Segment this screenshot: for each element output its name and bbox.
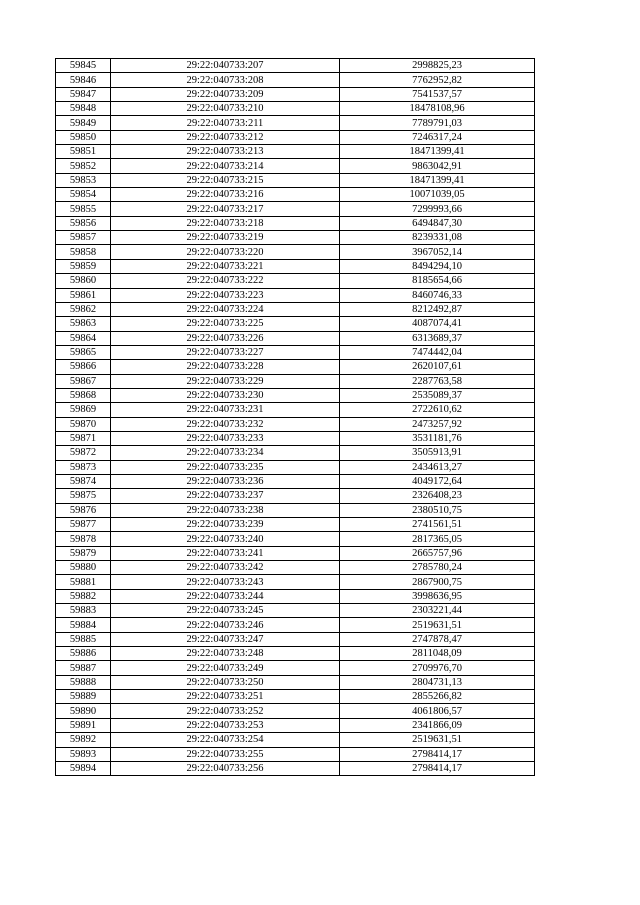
cadastral-number-cell: 29:22:040733:226 — [111, 331, 340, 345]
table-row — [56, 604, 535, 618]
value-cell: 2998825,23 — [340, 59, 535, 73]
cadastral-number-cell: 29:22:040733:225 — [111, 317, 340, 331]
cadastral-number-cell: 29:22:040733:220 — [111, 245, 340, 259]
row-number-cell: 59892 — [56, 733, 111, 747]
cadastral-number-cell: 29:22:040733:218 — [111, 216, 340, 230]
row-number-cell: 59873 — [56, 460, 111, 474]
value-cell: 7762952,82 — [340, 73, 535, 87]
value-cell: 18471399,41 — [340, 145, 535, 159]
table-body — [56, 59, 535, 776]
table-row — [56, 302, 535, 316]
row-number-cell: 59854 — [56, 188, 111, 202]
table-row — [56, 589, 535, 603]
table-row — [56, 360, 535, 374]
value-cell: 3998636,95 — [340, 589, 535, 603]
table-row — [56, 546, 535, 560]
row-number-cell: 59891 — [56, 718, 111, 732]
cadastral-number-cell: 29:22:040733:210 — [111, 102, 340, 116]
value-cell: 2709976,70 — [340, 661, 535, 675]
table-row — [56, 518, 535, 532]
row-number-cell: 59887 — [56, 661, 111, 675]
cadastral-number-cell: 29:22:040733:238 — [111, 503, 340, 517]
row-number-cell: 59870 — [56, 417, 111, 431]
cadastral-number-cell: 29:22:040733:235 — [111, 460, 340, 474]
value-cell: 8212492,87 — [340, 302, 535, 316]
table-row — [56, 532, 535, 546]
cadastral-number-cell: 29:22:040733:247 — [111, 632, 340, 646]
row-number-cell: 59872 — [56, 446, 111, 460]
row-number-cell: 59850 — [56, 130, 111, 144]
row-number-cell: 59861 — [56, 288, 111, 302]
table-row — [56, 690, 535, 704]
value-cell: 2811048,09 — [340, 647, 535, 661]
cadastral-number-cell: 29:22:040733:209 — [111, 87, 340, 101]
table-row — [56, 733, 535, 747]
value-cell: 2785780,24 — [340, 561, 535, 575]
value-cell: 8185654,66 — [340, 274, 535, 288]
table-row — [56, 374, 535, 388]
table-row — [56, 216, 535, 230]
cadastral-number-cell: 29:22:040733:241 — [111, 546, 340, 560]
table-row — [56, 575, 535, 589]
row-number-cell: 59858 — [56, 245, 111, 259]
cadastral-number-cell: 29:22:040733:246 — [111, 618, 340, 632]
value-cell: 18478108,96 — [340, 102, 535, 116]
cadastral-number-cell: 29:22:040733:230 — [111, 388, 340, 402]
row-number-cell: 59871 — [56, 431, 111, 445]
cadastral-number-cell: 29:22:040733:212 — [111, 130, 340, 144]
cadastral-number-cell: 29:22:040733:208 — [111, 73, 340, 87]
cadastral-number-cell: 29:22:040733:207 — [111, 59, 340, 73]
cadastral-number-cell: 29:22:040733:231 — [111, 403, 340, 417]
value-cell: 2341866,09 — [340, 718, 535, 732]
cadastral-number-cell: 29:22:040733:229 — [111, 374, 340, 388]
value-cell: 2798414,17 — [340, 747, 535, 761]
row-number-cell: 59890 — [56, 704, 111, 718]
table-row — [56, 102, 535, 116]
table-row — [56, 489, 535, 503]
row-number-cell: 59851 — [56, 145, 111, 159]
table-row — [56, 561, 535, 575]
cadastral-number-cell: 29:22:040733:248 — [111, 647, 340, 661]
value-cell: 3505913,91 — [340, 446, 535, 460]
row-number-cell: 59874 — [56, 474, 111, 488]
cadastral-number-cell: 29:22:040733:240 — [111, 532, 340, 546]
value-cell: 2741561,51 — [340, 518, 535, 532]
table-row — [56, 259, 535, 273]
cadastral-number-cell: 29:22:040733:252 — [111, 704, 340, 718]
table-row — [56, 417, 535, 431]
cadastral-number-cell: 29:22:040733:245 — [111, 604, 340, 618]
cadastral-number-cell: 29:22:040733:216 — [111, 188, 340, 202]
cadastral-number-cell: 29:22:040733:237 — [111, 489, 340, 503]
value-cell: 3531181,76 — [340, 431, 535, 445]
cadastral-number-cell: 29:22:040733:250 — [111, 675, 340, 689]
value-cell: 2434613,27 — [340, 460, 535, 474]
cadastral-number-cell: 29:22:040733:236 — [111, 474, 340, 488]
row-number-cell: 59875 — [56, 489, 111, 503]
row-number-cell: 59852 — [56, 159, 111, 173]
row-number-cell: 59881 — [56, 575, 111, 589]
value-cell: 2535089,37 — [340, 388, 535, 402]
value-cell: 7246317,24 — [340, 130, 535, 144]
value-cell: 8494294,10 — [340, 259, 535, 273]
table-row — [56, 145, 535, 159]
row-number-cell: 59886 — [56, 647, 111, 661]
row-number-cell: 59893 — [56, 747, 111, 761]
table-row — [56, 245, 535, 259]
row-number-cell: 59846 — [56, 73, 111, 87]
cadastral-number-cell: 29:22:040733:228 — [111, 360, 340, 374]
row-number-cell: 59847 — [56, 87, 111, 101]
value-cell: 2798414,17 — [340, 761, 535, 775]
cadastral-number-cell: 29:22:040733:232 — [111, 417, 340, 431]
table-row — [56, 661, 535, 675]
cadastral-number-cell: 29:22:040733:224 — [111, 302, 340, 316]
table-row — [56, 231, 535, 245]
row-number-cell: 59877 — [56, 518, 111, 532]
table-row — [56, 388, 535, 402]
table-row — [56, 675, 535, 689]
value-cell: 18471399,41 — [340, 173, 535, 187]
row-number-cell: 59876 — [56, 503, 111, 517]
table-row — [56, 618, 535, 632]
value-cell: 2817365,05 — [340, 532, 535, 546]
table-row — [56, 747, 535, 761]
cadastral-number-cell: 29:22:040733:217 — [111, 202, 340, 216]
value-cell: 8460746,33 — [340, 288, 535, 302]
value-cell: 7299993,66 — [340, 202, 535, 216]
value-cell: 2287763,58 — [340, 374, 535, 388]
row-number-cell: 59863 — [56, 317, 111, 331]
row-number-cell: 59860 — [56, 274, 111, 288]
value-cell: 3967052,14 — [340, 245, 535, 259]
table-row — [56, 159, 535, 173]
table-row — [56, 761, 535, 775]
value-cell: 2380510,75 — [340, 503, 535, 517]
cadastral-number-cell: 29:22:040733:254 — [111, 733, 340, 747]
cadastral-number-cell: 29:22:040733:233 — [111, 431, 340, 445]
value-cell: 9863042,91 — [340, 159, 535, 173]
value-cell: 2326408,23 — [340, 489, 535, 503]
row-number-cell: 59878 — [56, 532, 111, 546]
table-row — [56, 87, 535, 101]
row-number-cell: 59845 — [56, 59, 111, 73]
table-row — [56, 704, 535, 718]
row-number-cell: 59864 — [56, 331, 111, 345]
row-number-cell: 59884 — [56, 618, 111, 632]
cadastral-number-cell: 29:22:040733:255 — [111, 747, 340, 761]
row-number-cell: 59883 — [56, 604, 111, 618]
row-number-cell: 59889 — [56, 690, 111, 704]
cadastral-number-cell: 29:22:040733:242 — [111, 561, 340, 575]
row-number-cell: 59862 — [56, 302, 111, 316]
cadastral-number-cell: 29:22:040733:223 — [111, 288, 340, 302]
value-cell: 2519631,51 — [340, 618, 535, 632]
value-cell: 2804731,13 — [340, 675, 535, 689]
table-row — [56, 503, 535, 517]
value-cell: 4061806,57 — [340, 704, 535, 718]
row-number-cell: 59868 — [56, 388, 111, 402]
cadastral-number-cell: 29:22:040733:227 — [111, 345, 340, 359]
table-row — [56, 116, 535, 130]
table-row — [56, 288, 535, 302]
cadastral-number-cell: 29:22:040733:243 — [111, 575, 340, 589]
row-number-cell: 59853 — [56, 173, 111, 187]
row-number-cell: 59857 — [56, 231, 111, 245]
row-number-cell: 59866 — [56, 360, 111, 374]
cadastral-number-cell: 29:22:040733:221 — [111, 259, 340, 273]
row-number-cell: 59880 — [56, 561, 111, 575]
value-cell: 2519631,51 — [340, 733, 535, 747]
row-number-cell: 59885 — [56, 632, 111, 646]
table-row — [56, 345, 535, 359]
value-cell: 6313689,37 — [340, 331, 535, 345]
table-row — [56, 173, 535, 187]
value-cell: 2620107,61 — [340, 360, 535, 374]
table-row — [56, 446, 535, 460]
table-row — [56, 188, 535, 202]
cadastral-number-cell: 29:22:040733:249 — [111, 661, 340, 675]
cadastral-number-cell: 29:22:040733:211 — [111, 116, 340, 130]
row-number-cell: 59865 — [56, 345, 111, 359]
value-cell: 2867900,75 — [340, 575, 535, 589]
value-cell: 2747878,47 — [340, 632, 535, 646]
data-table — [55, 58, 535, 776]
value-cell: 8239331,08 — [340, 231, 535, 245]
cadastral-number-cell: 29:22:040733:222 — [111, 274, 340, 288]
row-number-cell: 59855 — [56, 202, 111, 216]
cadastral-number-cell: 29:22:040733:239 — [111, 518, 340, 532]
value-cell: 2722610,62 — [340, 403, 535, 417]
row-number-cell: 59894 — [56, 761, 111, 775]
cadastral-number-cell: 29:22:040733:214 — [111, 159, 340, 173]
value-cell: 7789791,03 — [340, 116, 535, 130]
value-cell: 6494847,30 — [340, 216, 535, 230]
row-number-cell: 59859 — [56, 259, 111, 273]
cadastral-number-cell: 29:22:040733:253 — [111, 718, 340, 732]
cadastral-number-cell: 29:22:040733:219 — [111, 231, 340, 245]
value-cell: 7474442,04 — [340, 345, 535, 359]
table-row — [56, 474, 535, 488]
cadastral-number-cell: 29:22:040733:234 — [111, 446, 340, 460]
value-cell: 7541537,57 — [340, 87, 535, 101]
table-row — [56, 73, 535, 87]
table-row — [56, 403, 535, 417]
cadastral-number-cell: 29:22:040733:251 — [111, 690, 340, 704]
table-row — [56, 647, 535, 661]
row-number-cell: 59888 — [56, 675, 111, 689]
cadastral-number-cell: 29:22:040733:244 — [111, 589, 340, 603]
row-number-cell: 59882 — [56, 589, 111, 603]
value-cell: 2855266,82 — [340, 690, 535, 704]
cadastral-number-cell: 29:22:040733:213 — [111, 145, 340, 159]
value-cell: 2303221,44 — [340, 604, 535, 618]
table-row — [56, 317, 535, 331]
value-cell: 10071039,05 — [340, 188, 535, 202]
table-row — [56, 718, 535, 732]
value-cell: 4087074,41 — [340, 317, 535, 331]
row-number-cell: 59849 — [56, 116, 111, 130]
table-row — [56, 431, 535, 445]
value-cell: 2665757,96 — [340, 546, 535, 560]
row-number-cell: 59848 — [56, 102, 111, 116]
table-row — [56, 202, 535, 216]
row-number-cell: 59856 — [56, 216, 111, 230]
table-row — [56, 632, 535, 646]
table-row — [56, 130, 535, 144]
row-number-cell: 59879 — [56, 546, 111, 560]
table-row — [56, 59, 535, 73]
row-number-cell: 59867 — [56, 374, 111, 388]
table-row — [56, 331, 535, 345]
table-row — [56, 274, 535, 288]
table-row — [56, 460, 535, 474]
value-cell: 4049172,64 — [340, 474, 535, 488]
cadastral-number-cell: 29:22:040733:256 — [111, 761, 340, 775]
cadastral-number-cell: 29:22:040733:215 — [111, 173, 340, 187]
row-number-cell: 59869 — [56, 403, 111, 417]
value-cell: 2473257,92 — [340, 417, 535, 431]
